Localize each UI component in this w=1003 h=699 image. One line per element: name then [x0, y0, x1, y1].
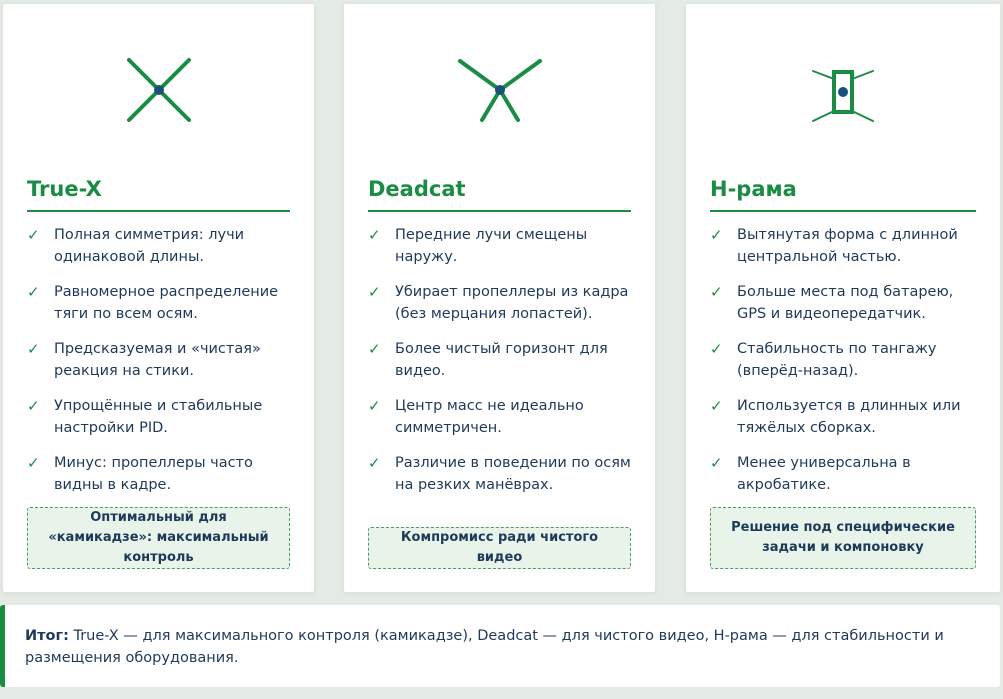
h-frame-icon — [686, 44, 1000, 134]
check-icon: ✓ — [368, 283, 381, 301]
card-note: Оптимальный для «камикадзе»: максимальный контроль — [27, 507, 290, 569]
list-item — [710, 395, 982, 439]
check-icon: ✓ — [710, 226, 723, 244]
list-item — [368, 338, 637, 382]
list-item — [368, 281, 637, 325]
feature-text: Минус: пропеллеры часто видны в кадре. — [54, 455, 253, 493]
card-title: True-X — [27, 172, 290, 212]
card-note: Компромисс ради чистого видео — [368, 527, 631, 569]
feature-text: Вытянутая форма с длинной центральной частью. — [737, 227, 958, 265]
card-true-x — [2, 3, 315, 593]
check-icon: ✓ — [27, 397, 40, 415]
check-icon: ✓ — [368, 340, 381, 358]
summary-label: Итог: — [25, 628, 69, 644]
list-item — [27, 395, 296, 439]
list-item — [710, 224, 982, 268]
feature-text: Равномерное распределение тяги по всем осям. — [54, 284, 279, 322]
check-icon: ✓ — [27, 226, 40, 244]
feature-text: Различие в поведении по осям на резких манёврах. — [395, 455, 631, 493]
list-item — [710, 452, 982, 496]
feature-list — [368, 224, 637, 509]
true-x-frame-icon — [3, 44, 314, 134]
feature-text: Передние лучи смещены наружу. — [395, 227, 588, 265]
list-item — [368, 224, 637, 268]
feature-list — [27, 224, 296, 509]
card-note: Решение под специфические задачи и компоновку — [710, 507, 976, 569]
check-icon: ✓ — [27, 454, 40, 472]
feature-text: Предсказуемая и «чистая» реакция на стики. — [54, 341, 261, 379]
card-title: H-рама — [710, 172, 976, 212]
list-item — [368, 452, 637, 496]
check-icon: ✓ — [368, 397, 381, 415]
feature-text: Центр масс не идеально симметричен. — [395, 398, 584, 436]
feature-text: Менее универсальна в акробатике. — [737, 455, 911, 493]
check-icon: ✓ — [27, 283, 40, 301]
feature-text: Полная симметрия: лучи одинаковой длины. — [54, 227, 245, 265]
card-h-frame — [685, 3, 1001, 593]
list-item — [368, 395, 637, 439]
deadcat-frame-icon — [344, 44, 655, 134]
card-title: Deadcat — [368, 172, 631, 212]
feature-list — [710, 224, 982, 509]
check-icon: ✓ — [710, 454, 723, 472]
list-item — [710, 338, 982, 382]
check-icon: ✓ — [27, 340, 40, 358]
list-item — [27, 224, 296, 268]
check-icon: ✓ — [368, 454, 381, 472]
summary-text: True-X — для максимального контроля (камикадзе), Deadcat — для чистого видео, H-рама — для стабильности и размещения оборудования. — [25, 628, 944, 666]
feature-text: Больше места под батарею, GPS и видеопередатчик. — [737, 284, 954, 322]
feature-text: Стабильность по тангажу (вперёд-назад). — [737, 341, 937, 379]
check-icon: ✓ — [368, 226, 381, 244]
feature-text: Более чистый горизонт для видео. — [395, 341, 608, 379]
feature-text: Убирает пропеллеры из кадра (без мерцания лопастей). — [395, 284, 629, 322]
feature-text: Упрощённые и стабильные настройки PID. — [54, 398, 263, 436]
list-item — [710, 281, 982, 325]
check-icon: ✓ — [710, 283, 723, 301]
check-icon: ✓ — [710, 340, 723, 358]
list-item — [27, 338, 296, 382]
check-icon: ✓ — [710, 397, 723, 415]
summary-box — [0, 605, 1000, 687]
list-item — [27, 452, 296, 496]
card-deadcat — [343, 3, 656, 593]
frame-comparison-cards — [2, 3, 1003, 595]
feature-text: Используется в длинных или тяжёлых сборках. — [737, 398, 961, 436]
list-item — [27, 281, 296, 325]
